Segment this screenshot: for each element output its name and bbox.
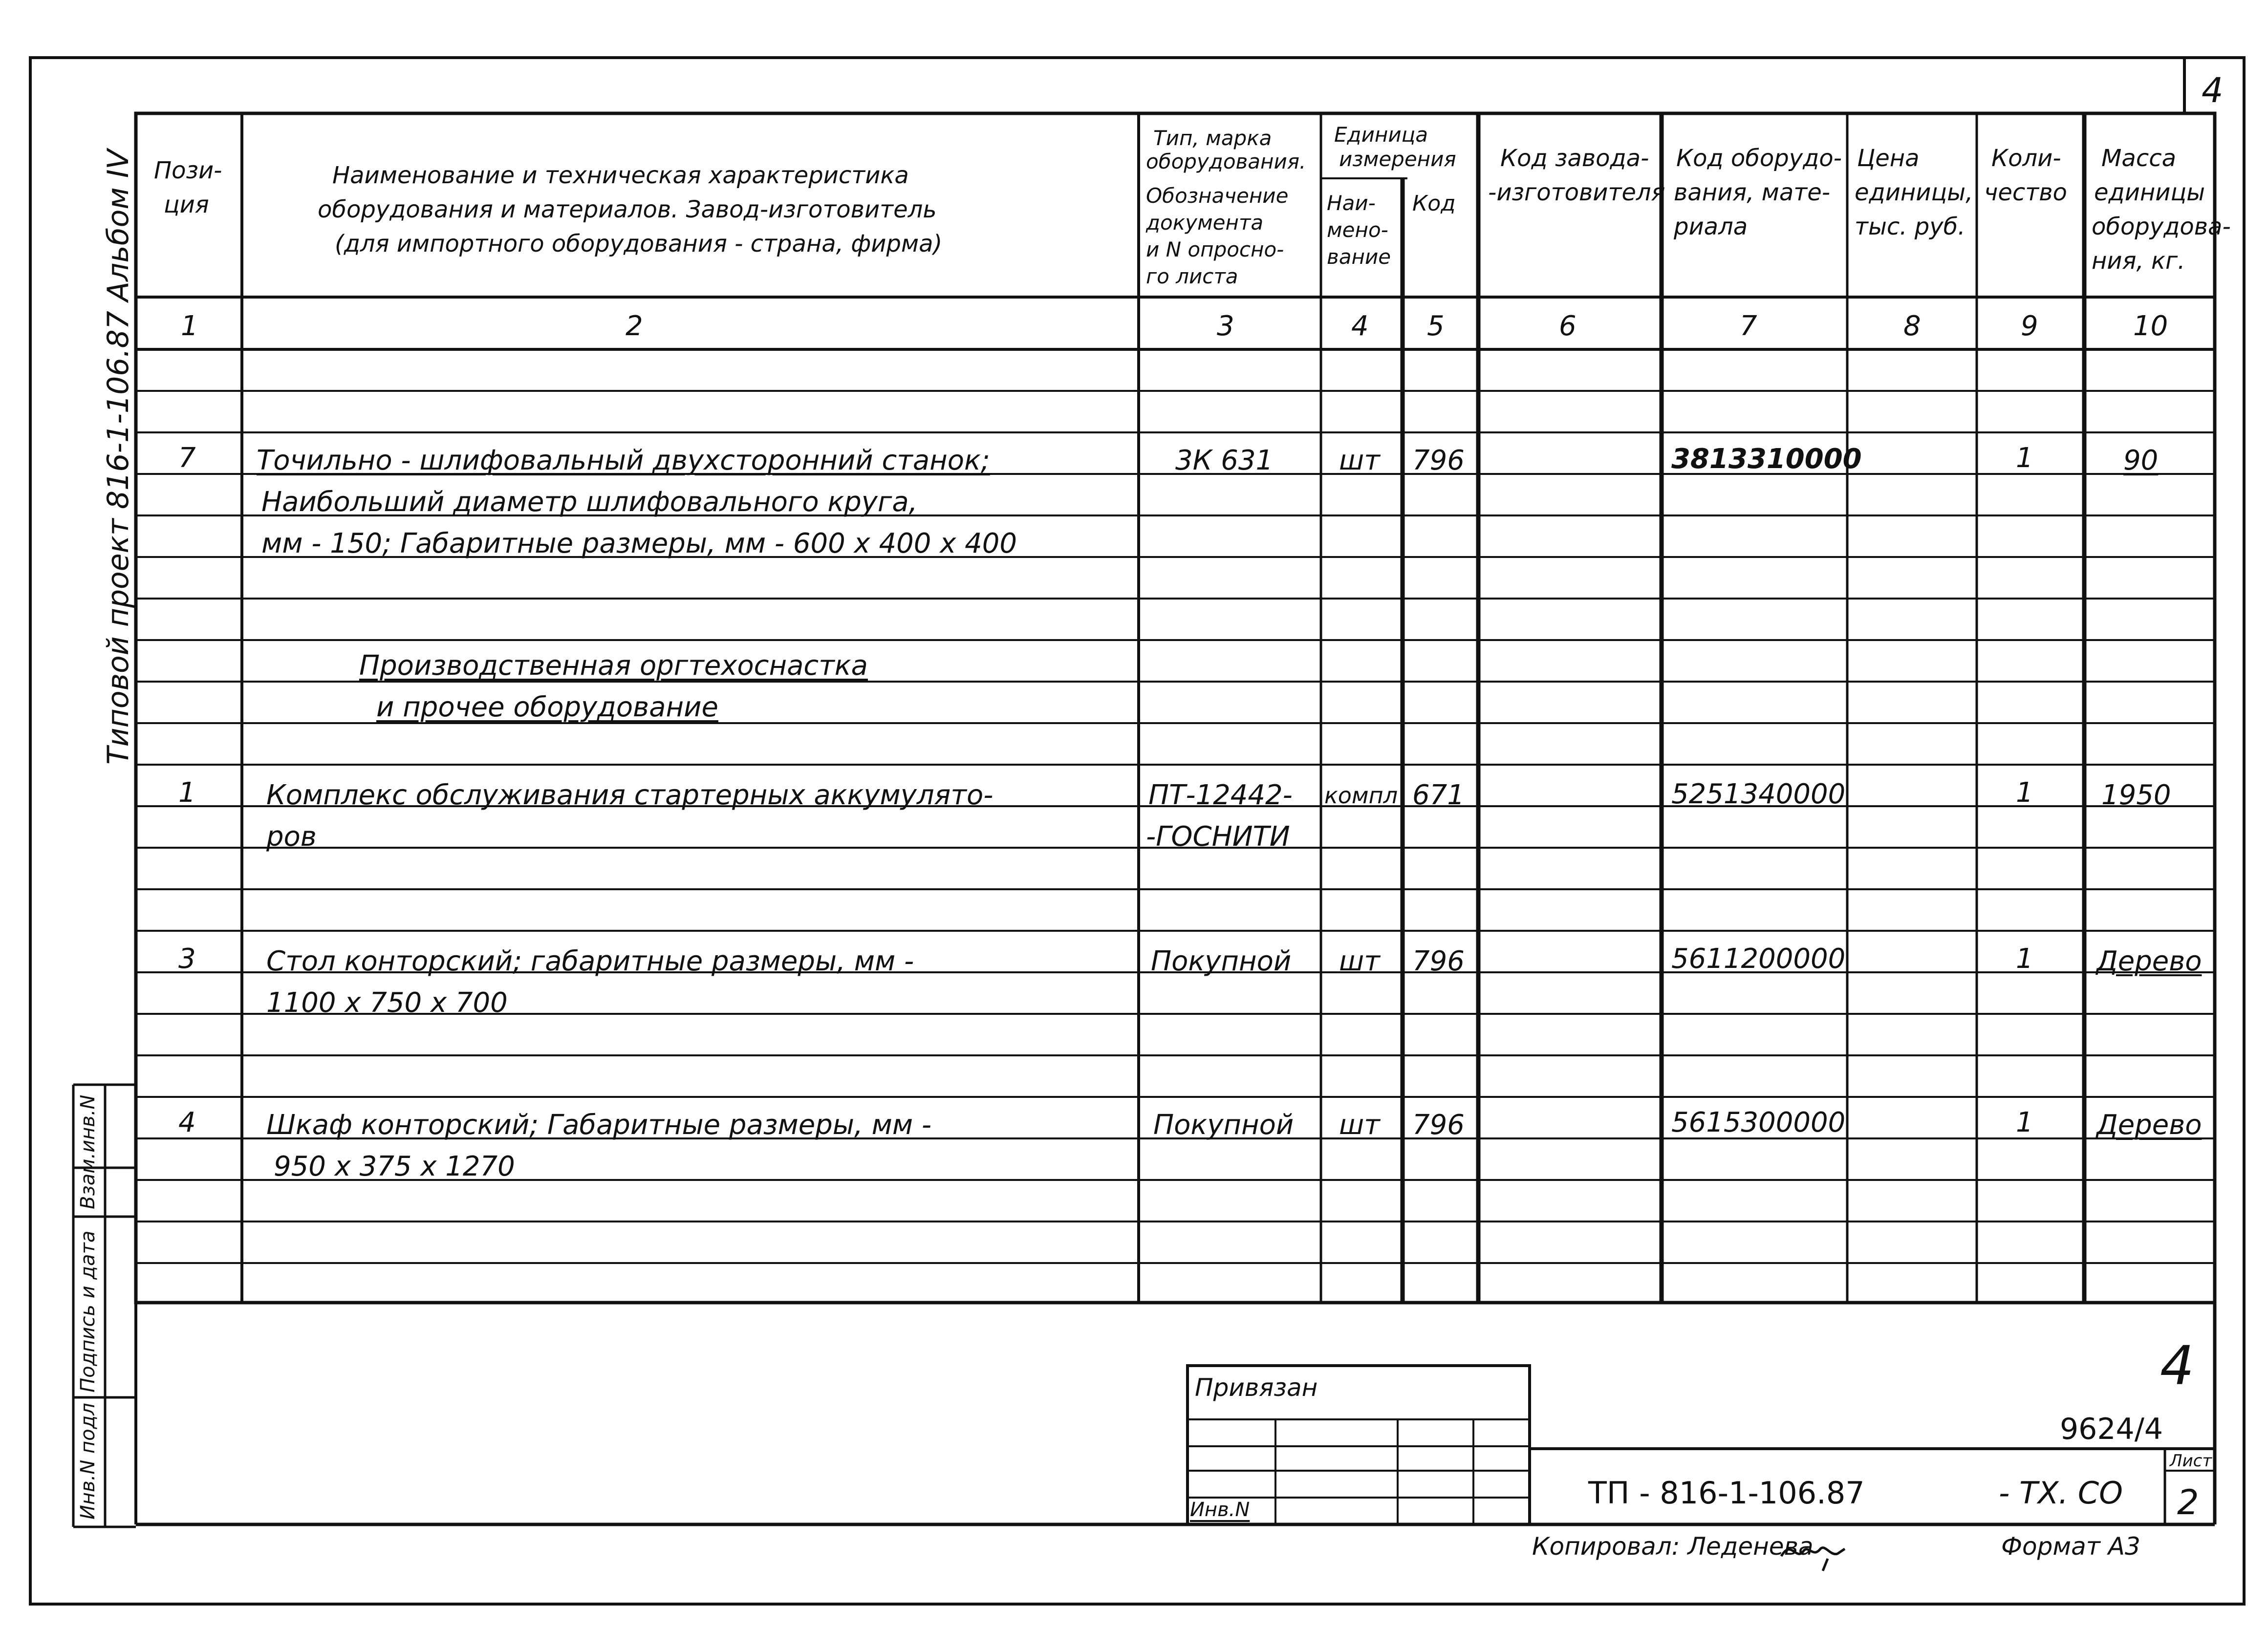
- bound-label: Привязан: [1195, 1373, 1318, 1402]
- item-name-line: Комплекс обслуживания стартерных аккумулято-: [266, 779, 994, 811]
- item-name-line: ров: [266, 821, 317, 853]
- item-qty: 1: [2016, 1107, 2033, 1138]
- col-number: 5: [1427, 310, 1445, 342]
- item-qty: 1: [2016, 442, 2033, 474]
- header-price-3: тыс. руб.: [1855, 213, 1966, 240]
- archive-number: 9624/4: [2060, 1412, 2163, 1446]
- header-mass-3: оборудова-: [2092, 213, 2231, 240]
- header-unit-code: Код: [1412, 191, 1456, 216]
- sheet-corner-number: 4: [2202, 70, 2224, 110]
- header-unit-group-2: измерения: [1339, 147, 1456, 171]
- header-name-2: оборудования и материалов. Завод-изготовитель: [318, 196, 937, 223]
- item-type: ПТ-12442-: [1148, 779, 1293, 811]
- item-type: Покупной: [1151, 945, 1292, 977]
- header-qty-2: чество: [1984, 179, 2067, 206]
- col-number: 4: [1351, 310, 1369, 342]
- header-position-1: Пози-: [154, 157, 222, 184]
- item-name-line: Наибольший диаметр шлифовального круга,: [261, 486, 918, 518]
- format-label: Формат А3: [2001, 1532, 2140, 1561]
- designation: ТП - 816-1-106.87: [1588, 1475, 1865, 1511]
- section-title-line: и прочее оборудование: [376, 691, 718, 723]
- col-number: 10: [2133, 310, 2168, 342]
- stamp-inv-podl: Инв.N подл: [77, 1403, 99, 1520]
- item-name-line: Точильно - шлифовальный двухсторонний станок;: [257, 445, 990, 476]
- header-equip-code-3: риала: [1674, 213, 1748, 240]
- item-position: 1: [178, 777, 196, 809]
- header-unit-name-3: вание: [1327, 245, 1391, 269]
- item-name-line: 950 x 375 x 1270: [274, 1151, 515, 1182]
- item-name-line: Шкаф конторский; Габаритные размеры, мм -: [266, 1109, 932, 1141]
- sheet-label: Лист: [2170, 1451, 2212, 1471]
- header-position-2: ция: [164, 191, 209, 218]
- item-type: Покупной: [1153, 1109, 1294, 1141]
- header-equip-code-1: Код оборудо-: [1676, 145, 1842, 172]
- stamp-replace-inv: Взам.инв.N: [77, 1094, 99, 1209]
- copied-by: Копировал: Леденева: [1532, 1532, 1814, 1561]
- project-side-label: Типовой проект 816-1-106.87 Альбом IV: [101, 149, 135, 765]
- item-equip-code: 5251340000: [1671, 778, 1846, 810]
- header-type-3: Обозначение: [1146, 184, 1289, 208]
- col-number: 9: [2021, 310, 2038, 342]
- header-type-2: оборудования.: [1146, 150, 1306, 173]
- item-unit: шт: [1339, 1109, 1380, 1141]
- col-number: 6: [1559, 310, 1577, 342]
- item-type: 3К 631: [1175, 445, 1274, 476]
- header-unit-name-1: Наи-: [1327, 191, 1376, 215]
- col-number: 3: [1217, 310, 1234, 342]
- item-qty: 1: [2016, 777, 2033, 809]
- item-mass: 1950: [2101, 779, 2171, 811]
- col-number: 2: [626, 310, 643, 342]
- item-equip-code: 5615300000: [1671, 1107, 1846, 1138]
- col-number: 7: [1740, 310, 1757, 342]
- header-name-3: (для импортного оборудования - страна, фирма): [335, 230, 943, 257]
- item-equip-code: 5611200000: [1671, 943, 1846, 975]
- header-factory-code-1: Код завода-: [1500, 145, 1649, 172]
- header-type-4: документа: [1146, 211, 1264, 235]
- col-number: 8: [1903, 310, 1921, 342]
- item-mass: 90: [2123, 445, 2159, 476]
- big-sheet-number: 4: [2160, 1334, 2194, 1397]
- sheet-number: 2: [2177, 1482, 2199, 1522]
- item-name-line: мм - 150; Габаритные размеры, мм - 600 x 400 x 400: [261, 528, 1017, 559]
- item-unit-code: 796: [1412, 445, 1465, 476]
- header-type-5: и N опросно-: [1146, 237, 1284, 261]
- header-equip-code-2: вания, мате-: [1674, 179, 1831, 206]
- item-position: 3: [178, 943, 196, 975]
- item-type: -ГОСНИТИ: [1146, 821, 1290, 853]
- item-position: 7: [178, 442, 196, 474]
- header-factory-code-2: -изготовителя: [1488, 179, 1665, 206]
- stamp-signature-date: Подпись и дата: [77, 1230, 99, 1393]
- header-mass-2: единицы: [2094, 179, 2205, 206]
- item-unit-code: 796: [1412, 1109, 1465, 1141]
- item-position: 4: [178, 1107, 196, 1138]
- inv-label: Инв.N: [1190, 1499, 1250, 1521]
- header-qty-1: Коли-: [1991, 145, 2061, 172]
- header-type-6: го листа: [1146, 264, 1238, 288]
- item-name-line: 1100 x 750 x 700: [266, 987, 508, 1019]
- item-unit: шт: [1339, 945, 1380, 977]
- signature-mark: [1779, 1534, 1847, 1573]
- header-price-2: единицы,: [1855, 179, 1973, 206]
- header-unit-name-2: мено-: [1327, 218, 1388, 242]
- header-mass-1: Масса: [2101, 145, 2177, 172]
- designation-suffix: - ТХ. СО: [1999, 1475, 2123, 1511]
- header-mass-4: ния, кг.: [2092, 247, 2185, 275]
- item-unit-code: 796: [1412, 945, 1465, 977]
- item-unit: компл: [1324, 782, 1398, 809]
- item-mass: Дерево: [2096, 945, 2202, 977]
- item-mass: Дерево: [2096, 1109, 2202, 1141]
- item-equip-code: 3813310000: [1671, 443, 1862, 475]
- item-name-line: Стол конторский; габаритные размеры, мм -: [266, 945, 914, 977]
- header-unit-group-1: Единица: [1334, 123, 1428, 147]
- item-unit: шт: [1339, 445, 1380, 476]
- header-type-1: Тип, марка: [1153, 126, 1272, 150]
- item-qty: 1: [2016, 943, 2033, 975]
- header-name-1: Наименование и техническая характеристика: [332, 162, 909, 189]
- header-price-1: Цена: [1857, 145, 1920, 172]
- col-number: 1: [181, 310, 198, 342]
- section-title-line: Производственная оргтехоснастка: [359, 650, 868, 682]
- item-unit-code: 671: [1412, 779, 1465, 811]
